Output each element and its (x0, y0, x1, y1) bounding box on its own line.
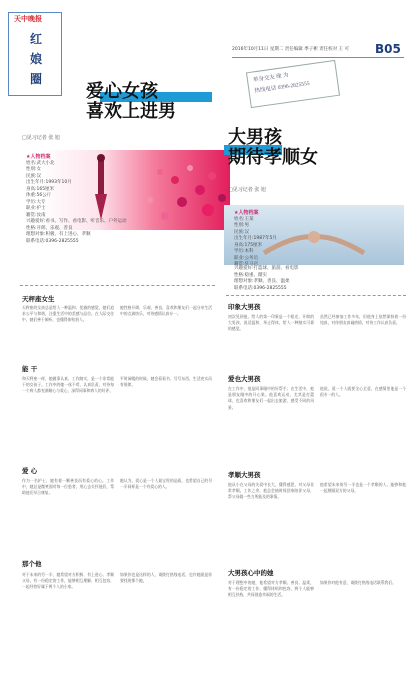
right-paragraph: 他从小在父母的关爱中长大，懂得感恩，对父母非常孝顺。工作之余，他总会抽时间回家陪伴父母，帮父母做一些力所能及的事情。 (228, 482, 314, 500)
right-headline-line-1: 大男孩 (228, 127, 282, 148)
right-profile-line: 身高:175厘米 (234, 242, 263, 248)
column-title-char-1: 红 (29, 32, 42, 46)
left-profile-line: 出生年月:1993年10月 (26, 180, 72, 185)
right-profile-line: 理想对象:孝顺、善良、温柔 (234, 279, 290, 284)
left-headline-line-2: 喜欢上进男 (86, 101, 176, 122)
right-profile-line: 姓名:王某 (234, 216, 254, 222)
left-profile-line: 性格:开朗、乐观、善良 (26, 225, 73, 231)
left-section-heading: 爱 心 (22, 467, 38, 475)
right-section-heading: 印象大男孩 (228, 303, 261, 311)
left-profile-line: 籍贯:汝南 (26, 212, 46, 218)
right-profile-line: 兴趣爱好:打篮球、旅游、看电影 (234, 266, 299, 271)
left-profile-line: 姓名:武大小北 (26, 160, 55, 166)
right-profile-line: 民族:汉 (234, 229, 250, 235)
left-section-heading: 那个他 (22, 560, 42, 568)
contact-stamp (246, 60, 340, 108)
right-paragraph: 他希望未来的另一半也是一个孝顺的人，能够和他一起照顾双方的父母。 (320, 482, 406, 494)
right-profile-extra (228, 262, 408, 292)
right-profile-header: ★人物档案 (234, 210, 259, 216)
right-profile-line: 联系电话:0396-2825555 (234, 285, 287, 291)
right-divider (226, 295, 406, 297)
stamp-line-1: 单身交友 缘 为 (252, 72, 289, 84)
left-profile-line: 兴趣爱好:看书、写作、看电影、听音乐、户外运动 (26, 219, 127, 224)
left-section-heading: 天秤座女生 (22, 295, 55, 303)
left-profile-lines (26, 161, 104, 213)
left-paragraph: 她认为，爱心是一个人最宝贵的品质，也希望自己的另一半同样是一个有爱心的人。 (120, 478, 212, 490)
left-paragraph: 她性格开朗、乐观、善良，喜欢和朋友们一起分享生活中的点滴快乐，对待感情认真专一。 (120, 305, 212, 317)
right-paragraph: 他说，爱一个人就要全心全意，在感情里他是一个很专一的人。 (320, 386, 406, 398)
right-section-heading: 大男孩心中的她 (228, 569, 274, 577)
right-paragraph: 初次见到他，给人的第一印象是一个阳光、开朗的大男孩，说话温和，举止得体，给人一种踏实可靠的感觉。 (228, 314, 314, 332)
top-rule (232, 57, 404, 58)
left-section-heading: 能 干 (22, 365, 38, 373)
page-meta: 2016年10月11日 星期二 责任编辑 季子彬 责任校对 王 可 (232, 47, 349, 52)
right-paragraph: 对于理想中的她，他希望对方孝顺、善良、温柔，有一份稳定的工作，懂得体贴和包容，两个人能够相互扶持，共同创造幸福的生活。 (228, 580, 314, 598)
right-profile-line: 出生年月:1987年5月 (234, 236, 277, 241)
left-profile-line: 性别:女 (26, 167, 42, 172)
right-profile-line: 学历:本科 (234, 249, 254, 254)
right-profile-line: 职业:公务员 (234, 255, 259, 261)
left-divider (20, 285, 215, 287)
left-profile-line: 身高:165厘米 (26, 186, 55, 192)
right-paragraph: 如果你对他有意，请拨打热线电话联系我们。 (320, 580, 396, 585)
paper-name: 天中晚报 (14, 15, 42, 23)
right-byline: □见习记者 张 旭 (228, 187, 266, 193)
right-profile-line: 性格:稳重、踏实 (234, 272, 268, 278)
right-paragraph: 虽然已经参加工作多年，但他身上依然保持着一份纯真，对待朋友真诚热情，对待工作认真负责。 (320, 314, 406, 326)
stamp-line-2: 热线电话 0396-2825555 (254, 80, 311, 95)
left-profile-line: 民族:汉 (26, 173, 42, 179)
right-paragraph: 在工作中，他是同事眼中的好帮手；在生活中，他是朋友眼中的开心果。他喜欢运动，尤其是打篮球，也喜欢和朋友们一起出去旅游，感受不同的风景。 (228, 386, 314, 410)
left-byline: □见习记者 张 旭 (22, 135, 60, 141)
left-paragraph: 和天秤座一样，她做事认真，工作踏实，是一个非常能干的女孩子。工作中的她一丝不苟，认真负责，对待每一个病人都充满耐心与爱心，深得同事和病人的好评。 (22, 376, 114, 394)
column-title-char-2: 娘 (29, 52, 42, 66)
left-profile-line: 联系电话:0396-2825555 (26, 238, 79, 244)
left-profile-header: ★人物档案 (26, 154, 51, 160)
left-paragraph: 作为一名护士，她有着一颗善良而有爱心的心。工作中，她总是微笑面对每一位患者，用心去关怀他们，帮助他们早日康复。 (22, 478, 114, 496)
column-title-char-3: 圈 (29, 72, 42, 86)
page-number: B05 (375, 42, 401, 56)
left-paragraph: 如果你也是这样的人，请拨打热线电话，也许她就是你要找的那个她。 (120, 572, 212, 584)
right-profile-line: 籍贯:驻马店 (234, 262, 259, 267)
left-profile-line: 体重:56公斤 (26, 193, 52, 198)
left-paragraph: 对于未来的另一半，她希望对方积极、有上进心、孝顺父母，有一份稳定的工作，能够相互理解、相互包容，一起经营好属于两个人的小家。 (22, 572, 114, 590)
right-section-heading: 爱也大男孩 (228, 375, 261, 383)
left-profile-box (20, 150, 210, 255)
left-profile-line: 理想对象:积极、有上进心、孝顺 (26, 232, 91, 237)
right-headline-line-2: 期待孝顺女 (228, 147, 318, 168)
left-paragraph: 天秤座的女孩总是给人一种温和、优雅的感觉，她们追求公平与和谐，注重生活中的美感与品位。在人际交往中，她们善于倾听，也懂得体贴别人。 (22, 305, 114, 323)
left-headline-line-1: 爱心女孩 (86, 81, 158, 102)
left-paragraph: 平时闲暇的时候，她会看看书、写写东西，生活充实而有规律。 (120, 376, 212, 388)
left-profile-line: 职业:护士 (26, 206, 46, 211)
left-profile-line: 学历:大专 (26, 199, 46, 205)
right-profile-line: 性别:男 (234, 223, 250, 228)
right-section-heading: 孝顺大男孩 (228, 471, 261, 479)
